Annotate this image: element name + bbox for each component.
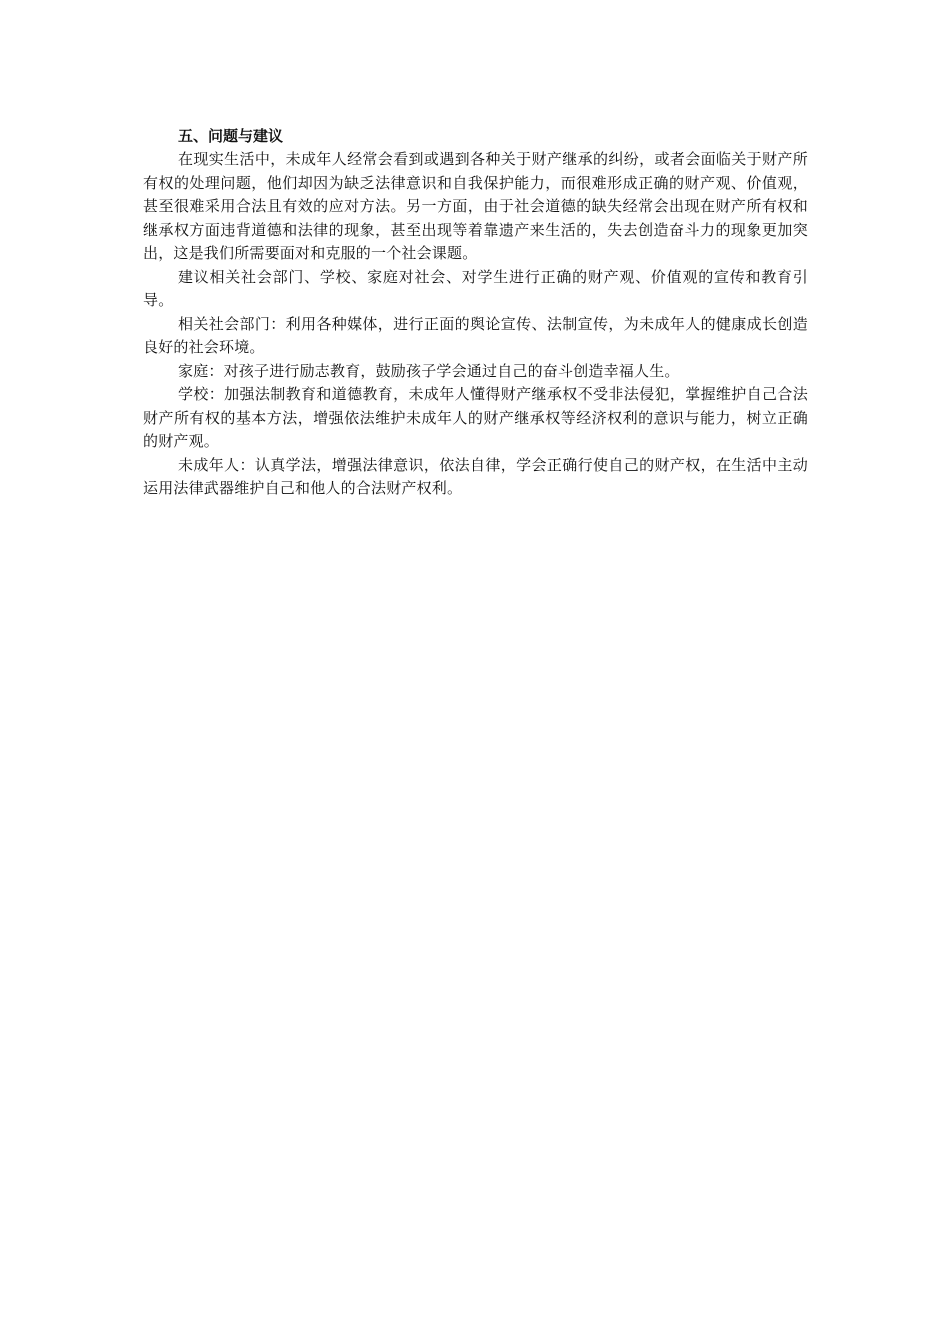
document-body: [143, 125, 808, 501]
paragraph-social-departments: 相关社会部门：利用各种媒体，进行正面的舆论宣传、法制宣传，为未成年人的健康成长创造良好的社会环境。: [143, 314, 808, 356]
paragraph-general-suggestion: 建议相关社会部门、学校、家庭对社会、对学生进行正确的财产观、价值观的宣传和教育引导。: [143, 267, 808, 309]
paragraph-problem-description: 在现实生活中，未成年人经常会看到或遇到各种关于财产继承的纠纷，或者会面临关于财产所有权的处理问题，他们却因为缺乏法律意识和自我保护能力，而很难形成正确的财产观、价值观，甚至很难采用合法且有效的应对方法。另一方面，由于社会道德的缺失经常会出现在财产所有权和继承权方面违背道德和法律的现象，甚至出现等着靠遗产来生活的，失去创造奋斗力的现象更加突出，这是我们所需要面对和克服的一个社会课题。: [143, 150, 808, 262]
paragraph-family: 家庭：对孩子进行励志教育，鼓励孩子学会通过自己的奋斗创造幸福人生。: [178, 361, 680, 380]
paragraph-minors: 未成年人：认真学法，增强法律意识，依法自律，学会正确行使自己的财产权，在生活中主动运用法律武器维护自己和他人的合法财产权利。: [143, 455, 808, 497]
paragraph-school: 学校：加强法制教育和道德教育，未成年人懂得财产继承权不受非法侵犯，掌握维护自己合法财产所有权的基本方法，增强依法维护未成年人的财产继承权等经济权利的意识与能力，树立正确的财产观。: [143, 385, 808, 450]
section-heading: 五、问题与建议: [178, 127, 284, 145]
